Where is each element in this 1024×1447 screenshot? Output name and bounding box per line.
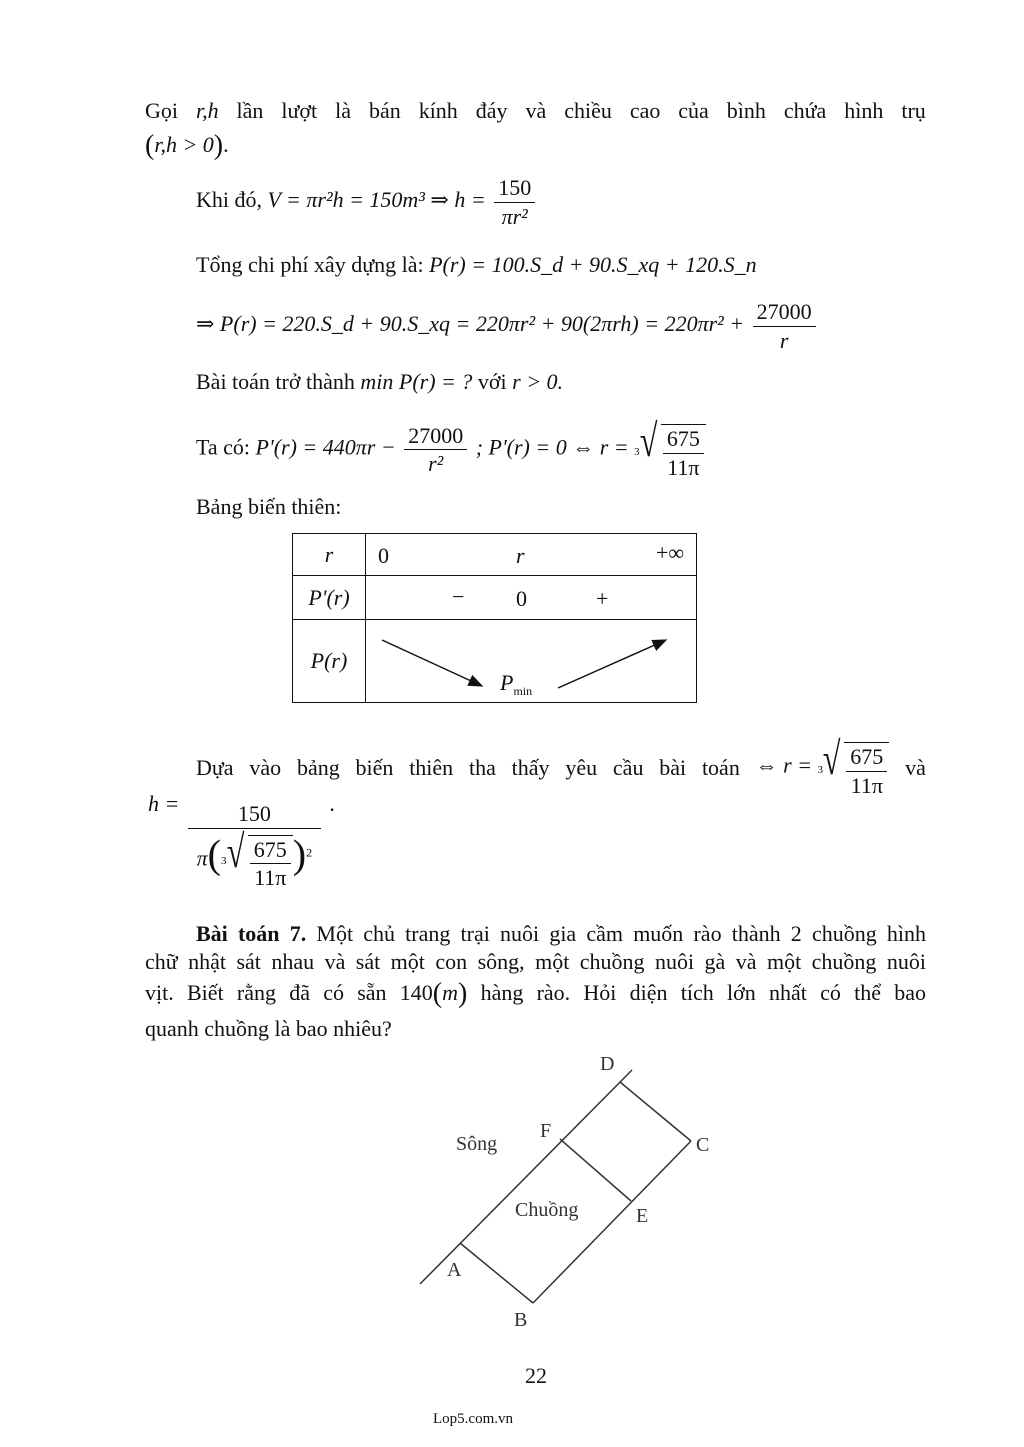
- table-derivative-signs: [366, 576, 697, 620]
- fraction: [494, 174, 535, 230]
- word: thấy: [511, 754, 550, 780]
- variation-table: [292, 533, 697, 703]
- table-r-values: [366, 534, 697, 576]
- problem-title: Bài toán 7.: [196, 921, 307, 946]
- table-head-derivative: P'(r): [293, 576, 366, 620]
- equation: P'(r) = 440πr −: [255, 434, 396, 460]
- value-r: r: [516, 543, 525, 568]
- word: Dựa: [196, 754, 234, 780]
- conclusion-equation: ⇔ r = 3 √ $\frac{675}{11\pi}$: [756, 736, 890, 799]
- fence-BC: [533, 1141, 691, 1303]
- label-B: B: [514, 1309, 528, 1331]
- table-head-function: P(r): [293, 620, 366, 703]
- numerator: 150: [188, 800, 321, 829]
- word: là: [335, 98, 352, 123]
- word: của: [678, 98, 709, 123]
- word: và: [525, 98, 547, 123]
- word: trụ: [901, 98, 926, 123]
- word: bán: [368, 98, 401, 123]
- height-equation: [148, 790, 335, 892]
- problem-text: hàng rào. Hỏi diện tích lớn nhất có thể bao: [480, 980, 926, 1005]
- paragraph-intro: [145, 98, 926, 124]
- min-value: $P_{min}$: [500, 670, 533, 698]
- word: tha: [468, 754, 496, 780]
- problem-text: vịt. Biết rằng đã có sẵn 140: [145, 980, 433, 1005]
- word: với: [477, 369, 507, 394]
- word: đáy: [475, 98, 508, 123]
- condition: r > 0.: [512, 369, 564, 394]
- equation: V = πr²h = 150m³ ⇒ h =: [267, 187, 486, 213]
- label-C: C: [696, 1134, 710, 1156]
- label-A: A: [447, 1259, 462, 1281]
- pen-diagram: [410, 1050, 740, 1340]
- word: vào: [249, 754, 282, 780]
- table-head-r: r: [293, 534, 366, 576]
- period: .: [329, 790, 335, 816]
- equation: P(r) = 100.S_d + 90.S_xq + 120.S_n: [429, 252, 757, 277]
- label-F: F: [540, 1120, 552, 1142]
- denominator: r: [779, 327, 789, 353]
- word: cầu: [612, 754, 644, 780]
- lead-text: Khi đó,: [196, 187, 262, 213]
- table-function-variation: [366, 620, 697, 703]
- arrow-down: [382, 640, 482, 686]
- problem-restated: [196, 369, 563, 395]
- period: .: [223, 132, 229, 157]
- fence-AB: [460, 1243, 533, 1303]
- cost-simplified: [196, 298, 819, 354]
- denominator: π( 3 √ $\frac{675}{11\pi}$ )$^2$: [196, 825, 313, 890]
- lhs: h =: [148, 790, 180, 816]
- numerator: 150: [494, 174, 535, 203]
- value-zero: 0: [378, 543, 389, 568]
- numerator: 27000: [753, 298, 816, 327]
- fraction: [753, 298, 816, 354]
- arrow-up: [558, 640, 666, 688]
- equation: ⇒ P(r) = 220.S_d + 90.S_xq = 220πr² + 90(2πrh) = 220πr² +: [196, 311, 745, 337]
- river-bank: [420, 1070, 632, 1284]
- problem-line-4: quanh chuồng là bao nhiêu?: [145, 1016, 392, 1041]
- word: Gọi: [145, 98, 178, 123]
- problem-line-2: chữ nhật sát nhau và sát một con sông, một chuồng nuôi gà và một chuồng nuôi: [145, 949, 926, 974]
- value-infinity: +∞: [656, 540, 685, 565]
- footer-site: Lop5.com.vn: [433, 1411, 513, 1427]
- label-pen: Chuồng: [515, 1199, 579, 1221]
- conclusion-line: [145, 733, 926, 799]
- fraction: [188, 800, 321, 892]
- denominator: 11π: [667, 454, 700, 480]
- word: yêu: [565, 754, 598, 780]
- math-vars: r,h: [195, 98, 219, 123]
- equation: min P(r) = ?: [360, 369, 473, 394]
- word: lượt: [281, 98, 318, 123]
- sign-plus: +: [596, 586, 609, 611]
- denominator: r²: [428, 451, 444, 476]
- word: bảng: [296, 754, 340, 780]
- page-number: 22: [525, 1363, 547, 1388]
- word: hình: [844, 98, 884, 123]
- lead-text: Tổng chi phí xây dựng là:: [196, 252, 424, 277]
- volume-equation: [196, 174, 538, 230]
- problem-text: Một chủ trang trại nuôi gia cầm muốn rào thành 2 chuồng hình: [316, 921, 927, 946]
- numerator: 27000: [404, 422, 467, 451]
- cube-root: 3 √ $\frac{675}{11\pi}$: [634, 418, 706, 481]
- word: và: [905, 754, 926, 780]
- problem-line-1: [145, 921, 926, 947]
- word: chiều: [564, 98, 612, 123]
- label-E: E: [636, 1205, 649, 1227]
- table-label: Bảng biến thiên:: [196, 494, 342, 519]
- word: bài: [659, 754, 687, 780]
- lead-text: Bài toán trở thành: [196, 369, 355, 394]
- fraction: [404, 422, 467, 478]
- word: lần: [236, 98, 264, 123]
- label-D: D: [600, 1053, 615, 1075]
- cube-root: 3 √ $\frac{675}{11\pi}$: [818, 736, 890, 799]
- word: thiên: [409, 754, 454, 780]
- word: chứa: [783, 98, 827, 123]
- word: cao: [629, 98, 661, 123]
- word: biến: [355, 754, 394, 780]
- sign-zero: 0: [516, 586, 527, 611]
- word: kính: [418, 98, 458, 123]
- derivative-line: [196, 415, 706, 481]
- condition-line: (r,h > 0).: [145, 130, 229, 161]
- cost-equation: [196, 252, 757, 278]
- numerator: 675: [663, 425, 704, 454]
- denominator: πr²: [501, 203, 528, 229]
- label-river: Sông: [456, 1133, 498, 1155]
- unit: m: [442, 980, 458, 1005]
- word: bình: [726, 98, 766, 123]
- fence-FE: [560, 1139, 631, 1201]
- fence-CD: [620, 1082, 691, 1141]
- problem-line-3: vịt. Biết rằng đã có sẵn 140(m) hàng rào. Hỏi diện tích lớn nhất có thể bao: [145, 978, 926, 1009]
- equation: ; P'(r) = 0 ⇔ r =: [475, 434, 629, 460]
- word: toán: [701, 754, 740, 780]
- lead-text: Ta có:: [196, 434, 251, 460]
- root-index: 3: [634, 445, 640, 458]
- sign-minus: −: [452, 584, 465, 609]
- condition: r,h > 0: [154, 132, 214, 157]
